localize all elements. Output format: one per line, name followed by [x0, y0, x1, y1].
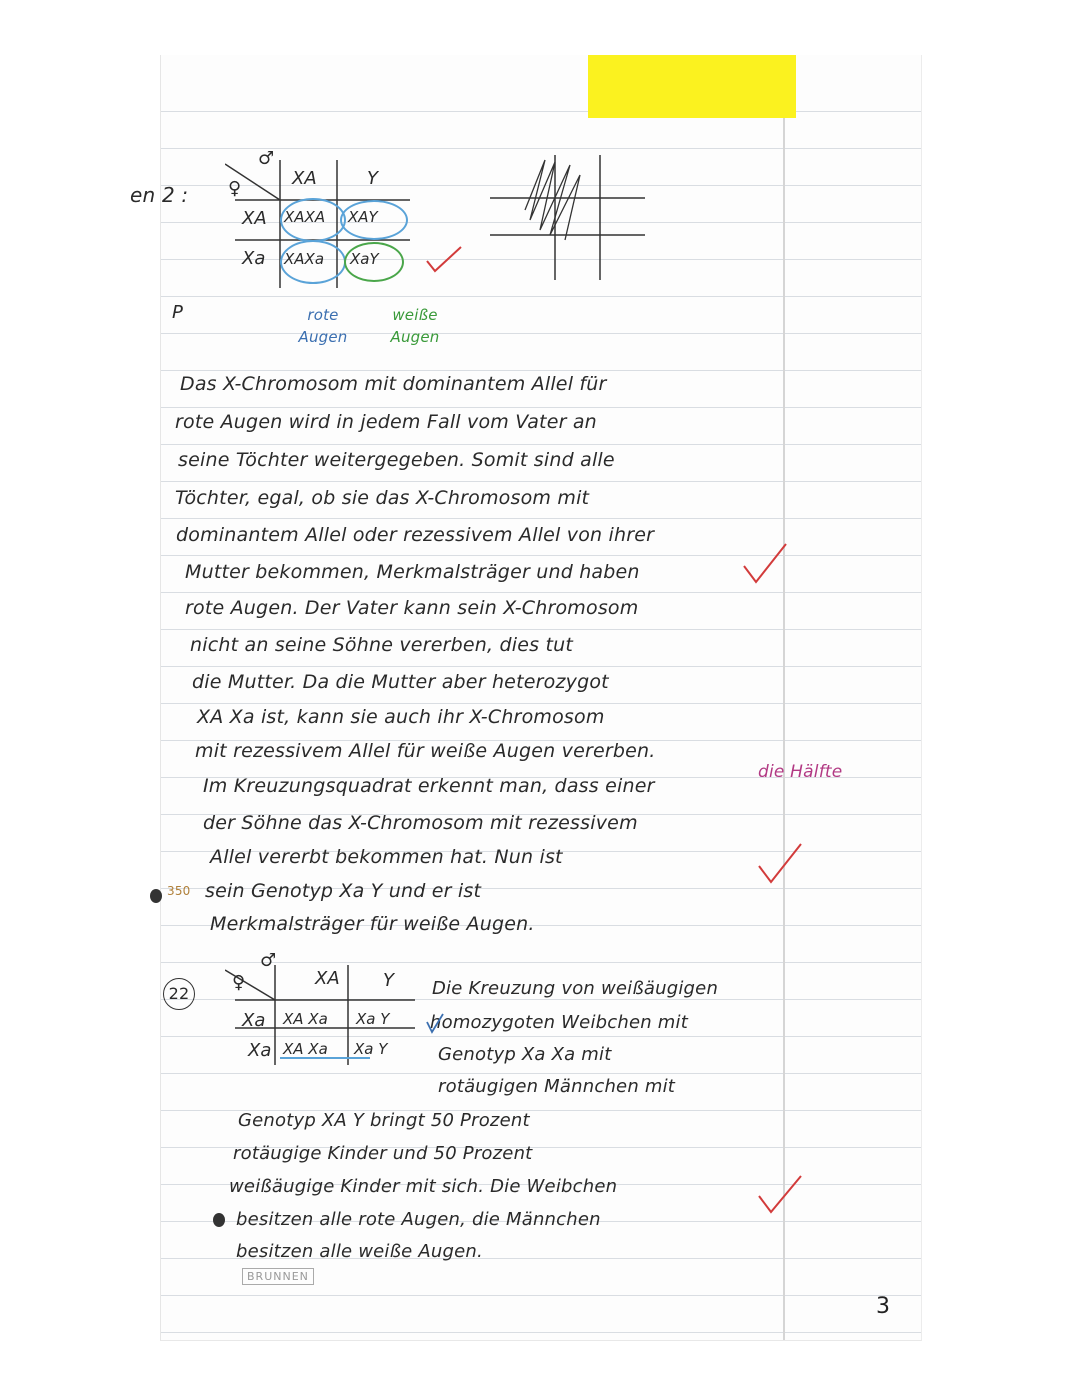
- para1-line-8: nicht an seine Söhne vererben, dies tut: [190, 634, 573, 656]
- para1-line-16: Merkmalsträger für weiße Augen.: [210, 913, 535, 935]
- check-mark-red: [425, 245, 465, 275]
- para1-line-13: der Söhne das X-Chromosom mit rezessivem: [203, 812, 638, 834]
- label-red-eyes: rote Augen: [298, 306, 348, 346]
- task2-female-symbol: ♀: [228, 178, 242, 199]
- para2-line-2: homozygoten Weibchen mit: [430, 1012, 688, 1033]
- para1-line-12: Im Kreuzungsquadrat erkennt man, dass einer: [203, 775, 655, 797]
- para2-line-7: weißäugige Kinder mit sich. Die Weibchen: [229, 1176, 618, 1197]
- task2-label: en 2 :: [130, 183, 189, 207]
- para2-line-6: rotäugige Kinder und 50 Prozent: [233, 1143, 533, 1164]
- para1-line-15: sein Genotyp Xa Y und er ist: [205, 880, 482, 902]
- para2-line-8: besitzen alle rote Augen, die Männchen: [236, 1209, 601, 1230]
- task22-c12: Xa Y: [356, 1010, 390, 1028]
- task2-col1: XA: [292, 168, 317, 189]
- para1-line-14: Allel vererbt bekommen hat. Nun ist: [210, 846, 563, 868]
- margin-note: die Hälfte: [758, 762, 843, 782]
- crossed-out-grid: [485, 150, 650, 285]
- punch-hole: [150, 889, 162, 903]
- para1-line-9: die Mutter. Da die Mutter aber heterozygot: [192, 671, 609, 693]
- margin-line: [783, 55, 785, 1340]
- para2-line-4: rotäugigen Männchen mit: [438, 1076, 676, 1097]
- brand-logo: BRUNNEN: [242, 1268, 314, 1285]
- para1-line-3: seine Töchter weitergegeben. Somit sind alle: [178, 449, 615, 471]
- task22-col2: Y: [383, 970, 394, 991]
- task2-male-symbol: ♂: [258, 148, 275, 169]
- check-mark-red: [740, 540, 790, 585]
- para2-line-5: Genotyp XA Y bringt 50 Prozent: [238, 1110, 530, 1131]
- task22-c11: XA Xa: [283, 1010, 328, 1028]
- task22-c21: XA Xa: [283, 1040, 328, 1058]
- para1-line-10: XA Xa ist, kann sie auch ihr X-Chromosom: [197, 706, 605, 728]
- check-mark-red: [755, 1172, 805, 1217]
- task22-row2: Xa: [248, 1040, 272, 1061]
- task22-number: 22: [163, 978, 195, 1010]
- task22-row1: Xa: [242, 1010, 266, 1031]
- task2-c21: XAXa: [284, 250, 325, 268]
- para1-line-1: Das X-Chromosom mit dominantem Allel für: [180, 373, 607, 395]
- punch-hole: [213, 1213, 225, 1227]
- task22-male-symbol: ♂: [260, 950, 277, 971]
- task2-c12: XAY: [348, 208, 378, 226]
- task2-col2: Y: [367, 168, 378, 189]
- para2-line-1: Die Kreuzung von weißäugigen: [432, 978, 719, 999]
- para1-line-2: rote Augen wird in jedem Fall vom Vater an: [175, 411, 597, 433]
- p-mark: P: [172, 302, 184, 323]
- task2-c22: XaY: [350, 250, 379, 268]
- check-mark-blue: [425, 1012, 445, 1034]
- task22-female-symbol: ♀: [232, 972, 246, 993]
- para2-line-3: Genotyp Xa Xa mit: [438, 1044, 612, 1065]
- check-mark-red: [755, 840, 805, 885]
- para1-line-6: Mutter bekommen, Merkmalsträger und haben: [185, 561, 640, 583]
- sticky-note: [588, 55, 796, 118]
- page-number: 3: [876, 1294, 890, 1319]
- task22-col1: XA: [315, 968, 340, 989]
- task2-row2: Xa: [242, 248, 266, 269]
- para1-line-7: rote Augen. Der Vater kann sein X-Chromosom: [185, 597, 639, 619]
- label-white-eyes: weiße Augen: [390, 306, 440, 346]
- para2-line-9: besitzen alle weiße Augen.: [236, 1241, 483, 1262]
- task2-row1: XA: [242, 208, 267, 229]
- task2-c11: XAXA: [284, 208, 326, 226]
- para1-line-11: mit rezessivem Allel für weiße Augen vererben.: [195, 740, 656, 762]
- para1-line-5: dominantem Allel oder rezessivem Allel von ihrer: [176, 524, 655, 546]
- score-mark: 350: [167, 884, 191, 898]
- task22-c22: Xa Y: [354, 1040, 388, 1058]
- para1-line-4: Töchter, egal, ob sie das X-Chromosom mit: [175, 487, 590, 509]
